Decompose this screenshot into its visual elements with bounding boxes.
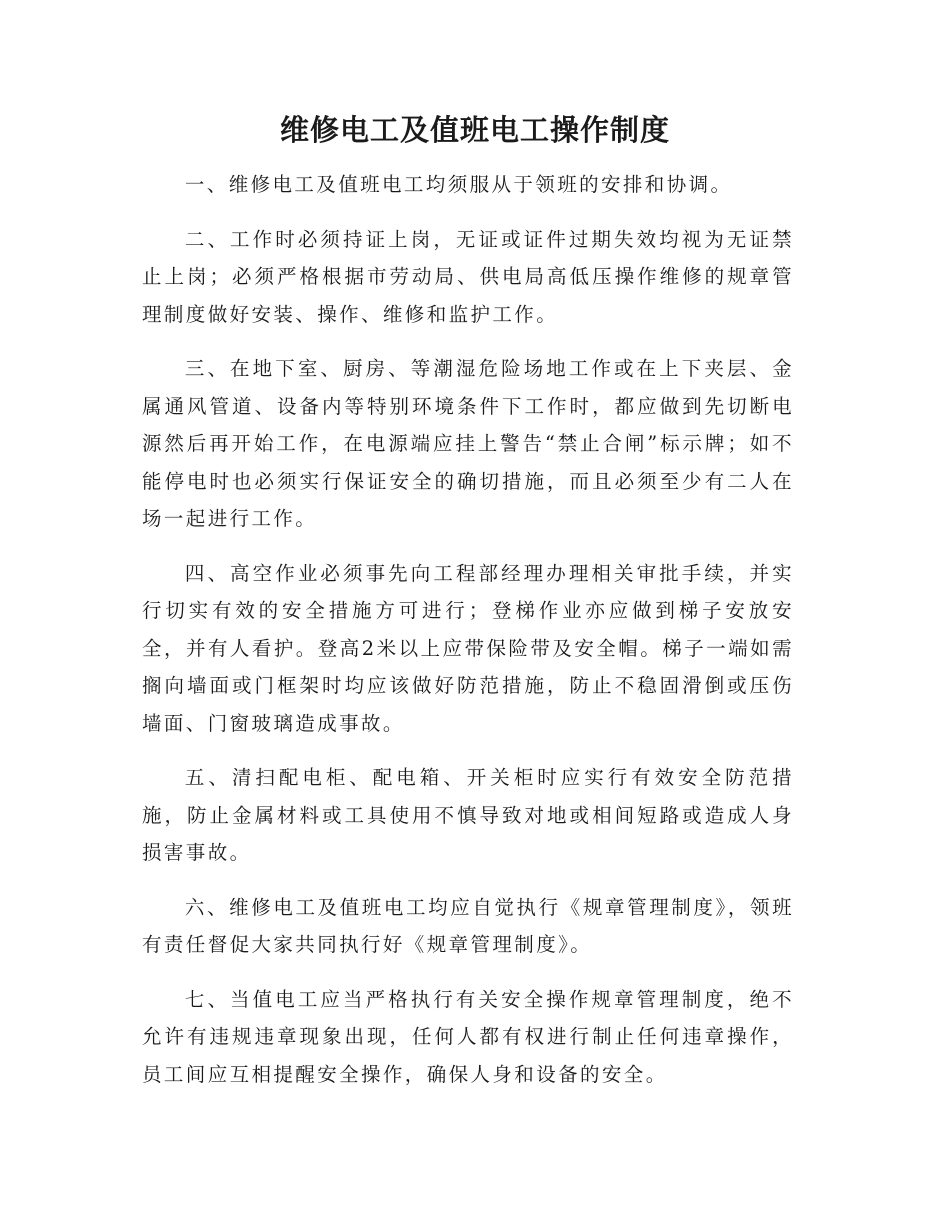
paragraph-6: 六、维修电工及值班电工均应自觉执行《规章管理制度》，领班有责任督促大家共同执行好《规章管理制度》。 — [142, 895, 794, 956]
paragraph-5: 五、清扫配电柜、配电箱、开关柜时应实行有效安全防范措施，防止金属材料或工具使用不慎导致对地或相间短路或造成人身损害事故。 — [142, 766, 794, 864]
document-body — [142, 166, 794, 1110]
paragraph-4: 四、高空作业必须事先向工程部经理办理相关审批手续，并实行切实有效的安全措施方可进行；登梯作业亦应做到梯子安放安全，并有人看护。登高2米以上应带保险带及安全帽。梯子一端如需搁向墙面或门框架时均应该做好防范措施，防止不稳固滑倒或压伤墙面、门窗玻璃造成事故。 — [142, 561, 794, 735]
document-title: 维修电工及值班电工操作制度 — [279, 113, 670, 147]
paragraph-3: 三、在地下室、厨房、等潮湿危险场地工作或在上下夹层、金属通风管道、设备内等特别环境条件下工作时，都应做到先切断电源然后再开始工作，在电源端应挂上警告“禁止合闸”标示牌；如不能停电时也必须实行保证安全的确切措施，而且必须至少有二人在场一起进行工作。 — [142, 357, 794, 530]
paragraph-2: 二、工作时必须持证上岗，无证或证件过期失效均视为无证禁止上岗；必须严格根据市劳动局、供电局高低压操作维修的规章管理制度做好安装、操作、维修和监护工作。 — [142, 227, 794, 326]
paragraph-1: 一、维修电工及值班电工均须服从于领班的安排和协调。 — [184, 173, 733, 196]
paragraph-7: 七、当值电工应当严格执行有关安全操作规章管理制度，绝不允许有违规违章现象出现，任何人都有权进行制止任何违章操作，员工间应互相提醒安全操作，确保人身和设备的安全。 — [142, 987, 794, 1086]
